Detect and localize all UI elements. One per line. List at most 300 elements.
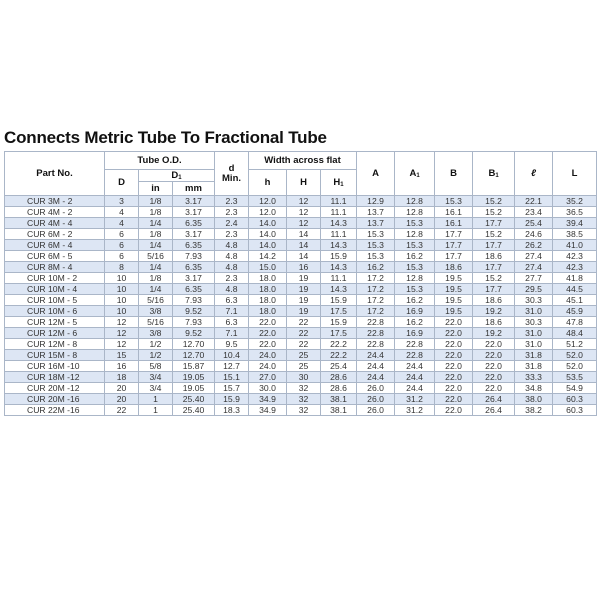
cell-l: 23.4 xyxy=(515,207,553,218)
cell-h: 22.0 xyxy=(249,339,287,350)
cell-B1: 22.0 xyxy=(473,372,515,383)
cell-B1: 17.7 xyxy=(473,284,515,295)
cell-h: 15.0 xyxy=(249,262,287,273)
header-l-small: ℓ xyxy=(515,152,553,196)
cell-H: 14 xyxy=(287,251,321,262)
cell-L: 60.3 xyxy=(553,394,597,405)
cell-d1-mm: 15.87 xyxy=(173,361,215,372)
cell-B: 19.5 xyxy=(435,273,473,284)
cell-A: 24.4 xyxy=(357,361,395,372)
cell-H: 22 xyxy=(287,317,321,328)
cell-L: 44.5 xyxy=(553,284,597,295)
cell-d-min: 2.3 xyxy=(215,229,249,240)
cell-part-no: CUR 4M - 4 xyxy=(5,218,105,229)
cell-B: 22.0 xyxy=(435,328,473,339)
header-d-min xyxy=(215,152,249,196)
cell-d-min: 15.7 xyxy=(215,383,249,394)
cell-part-no: CUR 12M - 6 xyxy=(5,328,105,339)
cell-B1: 22.0 xyxy=(473,361,515,372)
cell-d1-mm: 25.40 xyxy=(173,405,215,416)
cell-A: 12.9 xyxy=(357,196,395,207)
cell-h: 18.0 xyxy=(249,295,287,306)
cell-d1-mm: 12.70 xyxy=(173,339,215,350)
cell-B1: 15.2 xyxy=(473,207,515,218)
cell-d: 18 xyxy=(105,372,139,383)
cell-H: 12 xyxy=(287,207,321,218)
cell-d-min: 2.3 xyxy=(215,207,249,218)
cell-d1-mm: 19.05 xyxy=(173,383,215,394)
cell-B: 16.1 xyxy=(435,218,473,229)
cell-d-min: 4.8 xyxy=(215,284,249,295)
cell-d: 20 xyxy=(105,383,139,394)
cell-h: 34.9 xyxy=(249,394,287,405)
header-h1 xyxy=(321,170,357,196)
cell-H: 32 xyxy=(287,405,321,416)
table-row xyxy=(5,218,597,229)
cell-L: 42.3 xyxy=(553,251,597,262)
cell-part-no: CUR 6M - 5 xyxy=(5,251,105,262)
cell-H1: 11.1 xyxy=(321,229,357,240)
cell-L: 48.4 xyxy=(553,328,597,339)
cell-d-min: 7.1 xyxy=(215,328,249,339)
cell-part-no: CUR 6M - 2 xyxy=(5,229,105,240)
table-row xyxy=(5,262,597,273)
cell-H: 19 xyxy=(287,306,321,317)
cell-l: 31.8 xyxy=(515,361,553,372)
cell-d-min: 4.8 xyxy=(215,240,249,251)
header-d1-sub: 1 xyxy=(178,174,182,181)
cell-H1: 11.1 xyxy=(321,207,357,218)
cell-B: 22.0 xyxy=(435,394,473,405)
cell-A1: 12.8 xyxy=(395,196,435,207)
cell-A: 24.4 xyxy=(357,350,395,361)
cell-l: 30.3 xyxy=(515,295,553,306)
cell-A1: 12.8 xyxy=(395,229,435,240)
cell-d1-in: 5/8 xyxy=(139,361,173,372)
table-row xyxy=(5,273,597,284)
table-row xyxy=(5,229,597,240)
cell-B: 18.6 xyxy=(435,262,473,273)
cell-d1-in: 1/8 xyxy=(139,207,173,218)
page-title: Connects Metric Tube To Fractional Tube xyxy=(4,128,327,147)
header-d-min-label: Min. xyxy=(222,172,242,184)
cell-A: 26.0 xyxy=(357,394,395,405)
cell-B: 17.7 xyxy=(435,240,473,251)
header-tube-od: Tube O.D. xyxy=(105,152,215,170)
cell-d1-mm: 19.05 xyxy=(173,372,215,383)
cell-L: 53.5 xyxy=(553,372,597,383)
cell-H: 14 xyxy=(287,229,321,240)
table-row xyxy=(5,328,597,339)
cell-part-no: CUR 15M - 8 xyxy=(5,350,105,361)
cell-A1: 16.9 xyxy=(395,328,435,339)
cell-l: 27.4 xyxy=(515,251,553,262)
cell-A1: 16.9 xyxy=(395,306,435,317)
cell-d1-in: 1/8 xyxy=(139,229,173,240)
cell-l: 27.4 xyxy=(515,262,553,273)
cell-B1: 19.2 xyxy=(473,306,515,317)
cell-h: 30.0 xyxy=(249,383,287,394)
table-row xyxy=(5,361,597,372)
cell-d1-mm: 6.35 xyxy=(173,240,215,251)
cell-A1: 24.4 xyxy=(395,361,435,372)
cell-part-no: CUR 20M -16 xyxy=(5,394,105,405)
cell-d1-mm: 6.35 xyxy=(173,262,215,273)
cell-A1: 24.4 xyxy=(395,372,435,383)
cell-A: 15.3 xyxy=(357,251,395,262)
cell-L: 41.0 xyxy=(553,240,597,251)
table-row xyxy=(5,251,597,262)
cell-d1-in: 5/16 xyxy=(139,317,173,328)
table-row xyxy=(5,295,597,306)
cell-part-no: CUR 18M -12 xyxy=(5,372,105,383)
cell-d1-mm: 3.17 xyxy=(173,229,215,240)
cell-B1: 17.7 xyxy=(473,240,515,251)
cell-d1-in: 1/8 xyxy=(139,273,173,284)
cell-B1: 22.0 xyxy=(473,350,515,361)
cell-H1: 15.9 xyxy=(321,295,357,306)
cell-B: 19.5 xyxy=(435,295,473,306)
cell-d1-in: 1 xyxy=(139,405,173,416)
header-d-min-symbol: d xyxy=(228,162,235,174)
cell-B: 22.0 xyxy=(435,405,473,416)
cell-H1: 14.3 xyxy=(321,240,357,251)
header-part-no: Part No. xyxy=(5,152,105,196)
cell-part-no: CUR 3M - 2 xyxy=(5,196,105,207)
cell-L: 52.0 xyxy=(553,361,597,372)
cell-d1-in: 3/8 xyxy=(139,328,173,339)
cell-H1: 14.3 xyxy=(321,284,357,295)
cell-A1: 31.2 xyxy=(395,405,435,416)
cell-B: 22.0 xyxy=(435,350,473,361)
cell-H: 32 xyxy=(287,383,321,394)
cell-A1: 31.2 xyxy=(395,394,435,405)
cell-d-min: 7.1 xyxy=(215,306,249,317)
table-row xyxy=(5,284,597,295)
cell-d1-in: 3/8 xyxy=(139,306,173,317)
cell-l: 27.7 xyxy=(515,273,553,284)
cell-d: 10 xyxy=(105,306,139,317)
cell-d: 10 xyxy=(105,295,139,306)
table-row xyxy=(5,339,597,350)
cell-part-no: CUR 6M - 4 xyxy=(5,240,105,251)
cell-A1: 12.8 xyxy=(395,273,435,284)
cell-B1: 18.6 xyxy=(473,251,515,262)
cell-h: 14.0 xyxy=(249,229,287,240)
table-row xyxy=(5,207,597,218)
cell-A: 16.2 xyxy=(357,262,395,273)
table-row xyxy=(5,372,597,383)
cell-B1: 26.4 xyxy=(473,405,515,416)
header-l: L xyxy=(553,152,597,196)
header-a1-letter: A xyxy=(409,167,417,179)
cell-B: 22.0 xyxy=(435,372,473,383)
cell-l: 33.3 xyxy=(515,372,553,383)
cell-d1-in: 1/4 xyxy=(139,218,173,229)
cell-L: 38.5 xyxy=(553,229,597,240)
cell-H: 16 xyxy=(287,262,321,273)
cell-B: 22.0 xyxy=(435,383,473,394)
cell-H: 19 xyxy=(287,284,321,295)
cell-B: 19.5 xyxy=(435,306,473,317)
cell-d1-mm: 3.17 xyxy=(173,207,215,218)
cell-l: 25.4 xyxy=(515,218,553,229)
cell-H1: 14.3 xyxy=(321,218,357,229)
cell-A: 15.3 xyxy=(357,229,395,240)
cell-A1: 16.2 xyxy=(395,317,435,328)
cell-H1: 22.2 xyxy=(321,339,357,350)
table-row xyxy=(5,196,597,207)
cell-d1-in: 3/4 xyxy=(139,372,173,383)
cell-part-no: CUR 12M - 8 xyxy=(5,339,105,350)
table-header xyxy=(5,152,597,196)
cell-d1-mm: 7.93 xyxy=(173,295,215,306)
cell-l: 31.0 xyxy=(515,328,553,339)
cell-B1: 18.6 xyxy=(473,295,515,306)
cell-B: 22.0 xyxy=(435,339,473,350)
cell-d: 3 xyxy=(105,196,139,207)
cell-part-no: CUR 10M - 5 xyxy=(5,295,105,306)
table-row xyxy=(5,350,597,361)
cell-A: 24.4 xyxy=(357,372,395,383)
cell-H: 19 xyxy=(287,295,321,306)
cell-l: 30.3 xyxy=(515,317,553,328)
header-h1-sub: 1 xyxy=(340,181,344,188)
cell-part-no: CUR 20M -12 xyxy=(5,383,105,394)
cell-h: 18.0 xyxy=(249,273,287,284)
cell-H1: 28.6 xyxy=(321,372,357,383)
cell-H1: 22.2 xyxy=(321,350,357,361)
cell-d: 4 xyxy=(105,207,139,218)
cell-d: 6 xyxy=(105,229,139,240)
cell-A1: 15.3 xyxy=(395,240,435,251)
cell-d1-in: 1/4 xyxy=(139,284,173,295)
cell-H: 25 xyxy=(287,350,321,361)
cell-A: 22.8 xyxy=(357,317,395,328)
cell-H1: 15.9 xyxy=(321,317,357,328)
cell-d1-mm: 9.52 xyxy=(173,328,215,339)
table-row xyxy=(5,394,597,405)
cell-l: 29.5 xyxy=(515,284,553,295)
cell-d1-mm: 7.93 xyxy=(173,317,215,328)
cell-A: 13.7 xyxy=(357,207,395,218)
cell-A: 22.8 xyxy=(357,339,395,350)
cell-d1-in: 1/4 xyxy=(139,240,173,251)
cell-d: 6 xyxy=(105,251,139,262)
cell-d1-in: 1/2 xyxy=(139,350,173,361)
cell-part-no: CUR 22M -16 xyxy=(5,405,105,416)
table-row xyxy=(5,405,597,416)
cell-d-min: 2.4 xyxy=(215,218,249,229)
cell-l: 26.2 xyxy=(515,240,553,251)
cell-H: 19 xyxy=(287,273,321,284)
cell-H1: 17.5 xyxy=(321,328,357,339)
cell-B1: 17.7 xyxy=(473,218,515,229)
cell-d: 4 xyxy=(105,218,139,229)
cell-d: 15 xyxy=(105,350,139,361)
cell-L: 45.1 xyxy=(553,295,597,306)
cell-d: 20 xyxy=(105,394,139,405)
cell-part-no: CUR 10M - 4 xyxy=(5,284,105,295)
cell-l: 31.8 xyxy=(515,350,553,361)
cell-h: 22.0 xyxy=(249,317,287,328)
header-a1 xyxy=(395,152,435,196)
header-h-small: h xyxy=(249,170,287,196)
cell-h: 14.0 xyxy=(249,240,287,251)
spec-table xyxy=(4,151,597,416)
cell-H: 22 xyxy=(287,328,321,339)
cell-B1: 19.2 xyxy=(473,328,515,339)
cell-part-no: CUR 10M - 2 xyxy=(5,273,105,284)
cell-part-no: CUR 4M - 2 xyxy=(5,207,105,218)
cell-d-min: 6.3 xyxy=(215,295,249,306)
cell-d: 12 xyxy=(105,328,139,339)
cell-d1-mm: 3.17 xyxy=(173,196,215,207)
cell-part-no: CUR 10M - 6 xyxy=(5,306,105,317)
cell-d1-in: 3/4 xyxy=(139,383,173,394)
table-row xyxy=(5,383,597,394)
cell-L: 41.8 xyxy=(553,273,597,284)
cell-A: 13.7 xyxy=(357,218,395,229)
cell-h: 18.0 xyxy=(249,284,287,295)
cell-H1: 11.1 xyxy=(321,196,357,207)
cell-H: 32 xyxy=(287,394,321,405)
cell-d-min: 15.1 xyxy=(215,372,249,383)
cell-H: 30 xyxy=(287,372,321,383)
cell-l: 22.1 xyxy=(515,196,553,207)
cell-l: 24.6 xyxy=(515,229,553,240)
cell-L: 36.5 xyxy=(553,207,597,218)
cell-d1-mm: 3.17 xyxy=(173,273,215,284)
cell-l: 31.0 xyxy=(515,306,553,317)
cell-B1: 15.2 xyxy=(473,273,515,284)
cell-H1: 15.9 xyxy=(321,251,357,262)
cell-B1: 22.0 xyxy=(473,383,515,394)
cell-l: 38.2 xyxy=(515,405,553,416)
cell-H: 12 xyxy=(287,196,321,207)
cell-d-min: 4.8 xyxy=(215,251,249,262)
cell-l: 31.0 xyxy=(515,339,553,350)
cell-B: 17.7 xyxy=(435,229,473,240)
cell-A1: 22.8 xyxy=(395,339,435,350)
cell-A1: 12.8 xyxy=(395,207,435,218)
cell-B1: 22.0 xyxy=(473,339,515,350)
cell-d: 12 xyxy=(105,317,139,328)
cell-L: 52.0 xyxy=(553,350,597,361)
cell-H: 25 xyxy=(287,361,321,372)
cell-d-min: 2.3 xyxy=(215,273,249,284)
header-d1-letter: D xyxy=(171,169,179,181)
cell-L: 51.2 xyxy=(553,339,597,350)
cell-H1: 38.1 xyxy=(321,394,357,405)
cell-d: 16 xyxy=(105,361,139,372)
cell-H1: 38.1 xyxy=(321,405,357,416)
cell-l: 34.8 xyxy=(515,383,553,394)
cell-d1-in: 1/8 xyxy=(139,196,173,207)
header-h1-letter: H xyxy=(333,176,341,188)
cell-A: 26.0 xyxy=(357,383,395,394)
table-row xyxy=(5,317,597,328)
cell-B: 16.1 xyxy=(435,207,473,218)
cell-d1-mm: 12.70 xyxy=(173,350,215,361)
cell-part-no: CUR 8M - 4 xyxy=(5,262,105,273)
cell-H1: 17.5 xyxy=(321,306,357,317)
cell-H: 14 xyxy=(287,240,321,251)
cell-h: 24.0 xyxy=(249,361,287,372)
cell-d1-mm: 25.40 xyxy=(173,394,215,405)
cell-A1: 15.3 xyxy=(395,262,435,273)
cell-d-min: 2.3 xyxy=(215,196,249,207)
header-d1 xyxy=(139,170,215,182)
cell-A: 17.2 xyxy=(357,284,395,295)
cell-h: 18.0 xyxy=(249,306,287,317)
header-b1-letter: B xyxy=(488,167,496,179)
cell-L: 60.3 xyxy=(553,405,597,416)
cell-L: 42.3 xyxy=(553,262,597,273)
header-mm: mm xyxy=(173,182,215,196)
cell-d1-in: 1 xyxy=(139,394,173,405)
cell-H1: 25.4 xyxy=(321,361,357,372)
cell-B1: 17.7 xyxy=(473,262,515,273)
cell-B: 22.0 xyxy=(435,317,473,328)
cell-B1: 15.2 xyxy=(473,229,515,240)
cell-h: 12.0 xyxy=(249,196,287,207)
cell-H: 22 xyxy=(287,339,321,350)
cell-h: 24.0 xyxy=(249,350,287,361)
cell-d-min: 4.8 xyxy=(215,262,249,273)
cell-d: 10 xyxy=(105,273,139,284)
header-a1-sub: 1 xyxy=(416,172,420,179)
cell-d1-mm: 6.35 xyxy=(173,218,215,229)
cell-d1-in: 1/2 xyxy=(139,339,173,350)
header-b: B xyxy=(435,152,473,196)
cell-h: 12.0 xyxy=(249,207,287,218)
cell-A1: 22.8 xyxy=(395,350,435,361)
cell-A: 17.2 xyxy=(357,306,395,317)
cell-B: 22.0 xyxy=(435,361,473,372)
header-b1 xyxy=(473,152,515,196)
cell-d1-in: 1/4 xyxy=(139,262,173,273)
cell-d1-mm: 7.93 xyxy=(173,251,215,262)
cell-L: 45.9 xyxy=(553,306,597,317)
cell-L: 39.4 xyxy=(553,218,597,229)
header-a: A xyxy=(357,152,395,196)
table-body xyxy=(5,196,597,416)
cell-h: 22.0 xyxy=(249,328,287,339)
cell-L: 54.9 xyxy=(553,383,597,394)
cell-d: 6 xyxy=(105,240,139,251)
cell-h: 27.0 xyxy=(249,372,287,383)
cell-h: 14.0 xyxy=(249,218,287,229)
cell-part-no: CUR 16M -10 xyxy=(5,361,105,372)
cell-d-min: 10.4 xyxy=(215,350,249,361)
cell-L: 47.8 xyxy=(553,317,597,328)
cell-A1: 15.3 xyxy=(395,284,435,295)
cell-h: 34.9 xyxy=(249,405,287,416)
cell-d1-mm: 6.35 xyxy=(173,284,215,295)
cell-A: 15.3 xyxy=(357,240,395,251)
cell-A1: 15.3 xyxy=(395,218,435,229)
cell-d-min: 18.3 xyxy=(215,405,249,416)
cell-d-min: 12.7 xyxy=(215,361,249,372)
cell-H1: 14.3 xyxy=(321,262,357,273)
cell-B: 15.3 xyxy=(435,196,473,207)
header-b1-sub: 1 xyxy=(495,172,499,179)
cell-H1: 28.6 xyxy=(321,383,357,394)
cell-d-min: 15.9 xyxy=(215,394,249,405)
header-in: in xyxy=(139,182,173,196)
cell-A1: 16.2 xyxy=(395,251,435,262)
